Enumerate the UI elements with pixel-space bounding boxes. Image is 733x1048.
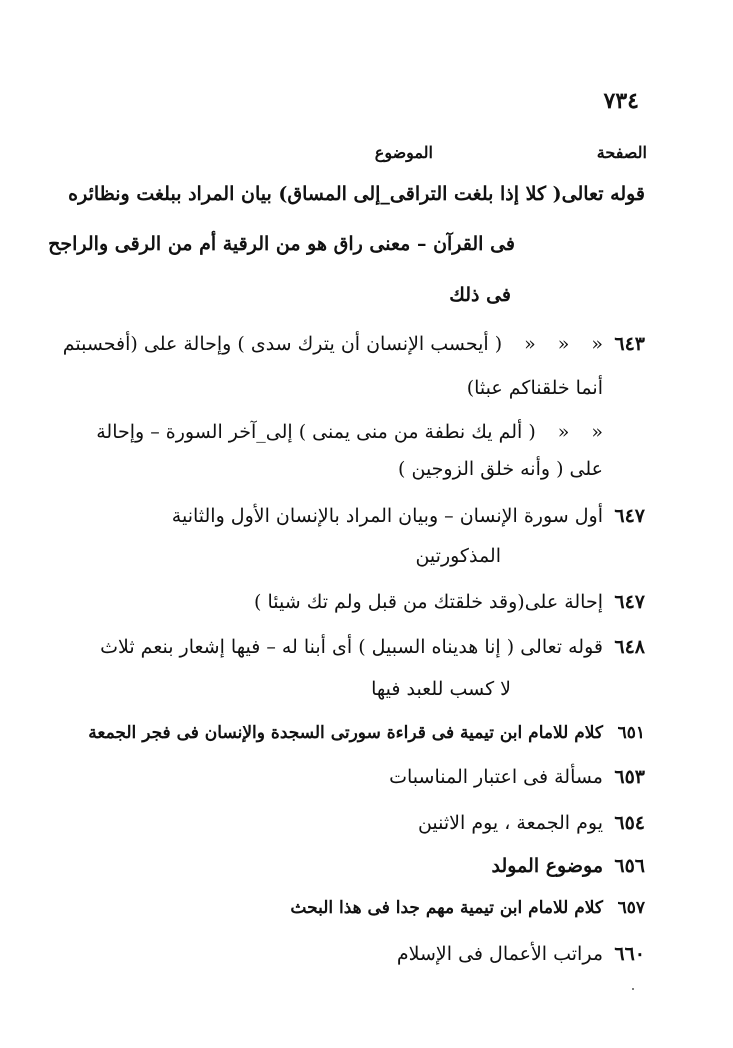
- page-column-header: الصفحة: [596, 143, 647, 162]
- entry-continuation: أنما خلقناكم عبثا): [466, 377, 603, 399]
- entry-text: ( أيحسب الإنسان أن يترك سدى ) وإحالة على (أفحسبتم: [62, 333, 503, 355]
- entry-continuation: فى القرآن – معنى راق هو من الرقية أم من الرقى والراجح: [48, 233, 515, 255]
- entry-text: كلام للامام ابن تيمية فى قراءة سورتى السجدة والإنسان فى فجر الجمعة: [88, 723, 603, 743]
- topic-column-header: الموضوع: [374, 143, 433, 162]
- entry-page-number: ٦٥٤: [614, 812, 645, 834]
- ditto-mark: «: [557, 421, 570, 443]
- ditto-mark: «: [591, 333, 603, 355]
- entry-text: أول سورة الإنسان – وبيان المراد بالإنسان الأول والثانية: [171, 505, 603, 527]
- entry-page-number: ٦٥٣: [614, 766, 645, 788]
- entry-text: مسألة فى اعتبار المناسبات: [389, 766, 603, 788]
- entry-text: قوله تعالى ( إنا هديناه السبيل ) أى أبنا له – فيها إشعار بنعم ثلاث: [100, 636, 603, 658]
- ditto-mark: «: [524, 333, 536, 355]
- entry-continuation: لا كسب للعبد فيها: [371, 678, 511, 700]
- entry-page-number: ٦٤٧: [614, 505, 645, 527]
- ditto-mark: «: [591, 421, 603, 443]
- index-entry: [110, 591, 645, 613]
- index-entry: [110, 898, 645, 918]
- entry-text: قوله تعالى( كلا إذا بلغت التراقى_إلى المساق) بيان المراد ببلغت ونظائره: [68, 183, 645, 205]
- entry-page-number: ٦٤٨: [614, 636, 645, 658]
- entry-text: إحالة على(وقد خلقتك من قبل ولم تك شيئا ): [254, 591, 603, 613]
- entry-page-number: ٦٤٧: [614, 591, 645, 613]
- index-entry: [110, 943, 645, 965]
- ink-speck: [632, 988, 634, 990]
- entry-page-number: ٦٤٣: [614, 333, 645, 355]
- entry-page-number: ٦٦٠: [614, 943, 645, 965]
- entry-continuation: فى ذلك: [449, 284, 511, 306]
- page-number: ٧٣٤: [603, 88, 639, 114]
- entry-text: ( ألم يك نطفة من منى يمنى ) إلى_آخر السورة – وإحالة: [96, 421, 536, 443]
- index-entry: [110, 505, 645, 527]
- index-entry: [96, 421, 603, 443]
- index-entry: [100, 636, 645, 658]
- entry-text: مراتب الأعمال فى الإسلام: [396, 943, 603, 965]
- entry-text: يوم الجمعة ، يوم الاثنين: [417, 812, 603, 834]
- index-entry: [110, 812, 645, 834]
- entry-page-number: ٦٥٦: [614, 855, 645, 877]
- index-entry: [110, 855, 645, 877]
- entry-text: كلام للامام ابن تيمية مهم جدا فى هذا البحث: [290, 898, 603, 918]
- entry-continuation: المذكورتين: [415, 545, 501, 567]
- entry-continuation: على ( وأنه خلق الزوجين ): [398, 458, 603, 480]
- entry-page-number: ٦٥١: [617, 723, 645, 743]
- index-entry: [68, 183, 645, 205]
- entry-text: موضوع المولد: [491, 855, 603, 877]
- index-entry: [62, 333, 645, 355]
- ditto-mark: «: [557, 333, 570, 355]
- entry-page-number: ٦٥٧: [617, 898, 645, 918]
- index-entry: [110, 766, 645, 788]
- index-entry: [88, 723, 645, 743]
